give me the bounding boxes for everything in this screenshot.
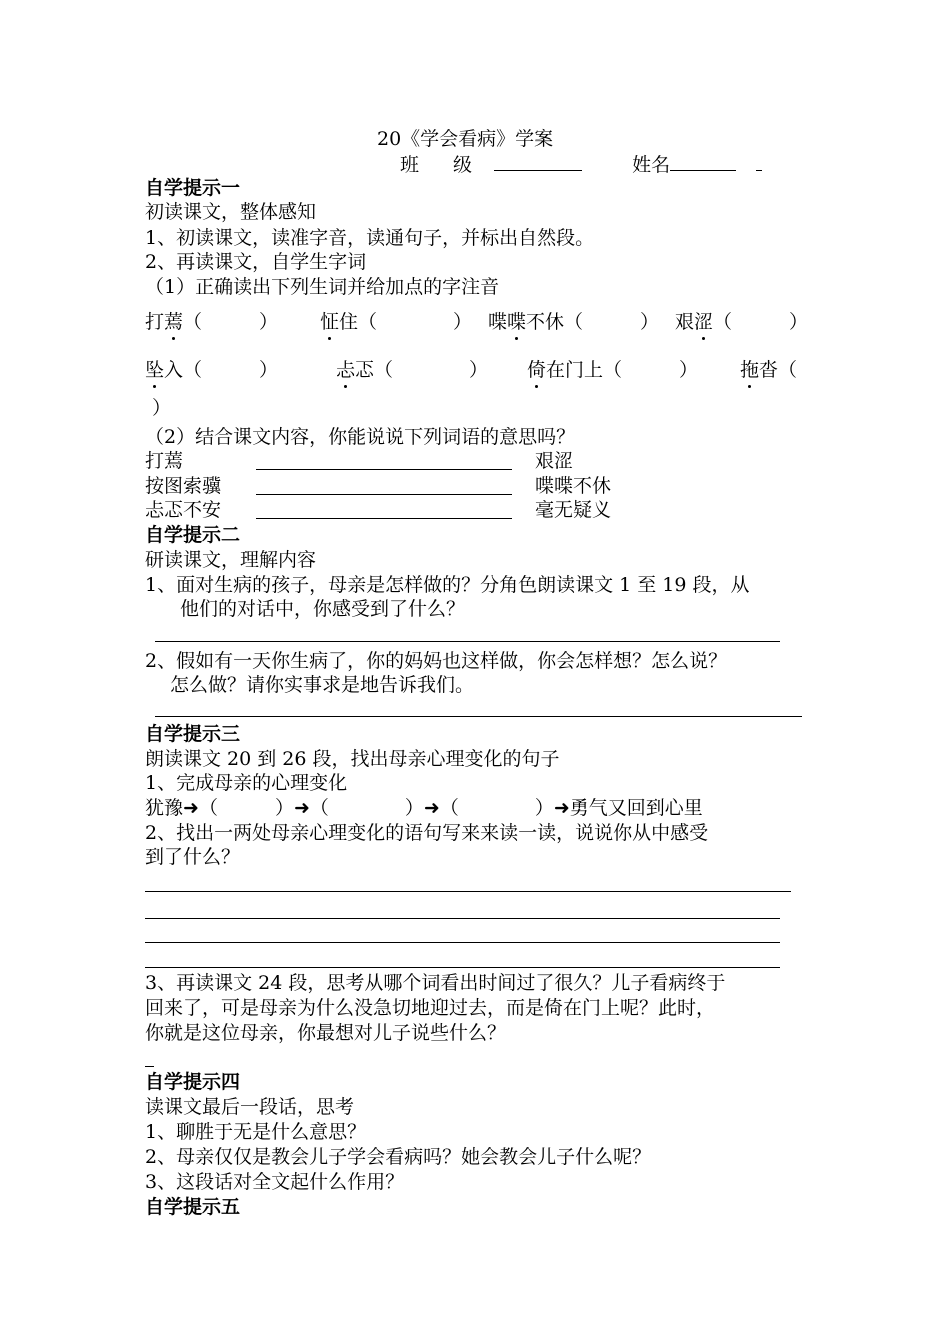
section-2-question-1-cont: 他们的对话中，你感受到了什么？ [180,598,466,620]
section-4-question-1: 1、聊胜于无是什么意思？ [145,1121,367,1143]
pinyin-blank[interactable]: （ ） [564,311,660,333]
pinyin-wrap: ） [152,397,172,419]
pinyin-blank[interactable]: （ ） [374,359,489,381]
chain-blank[interactable]: （ ） [198,797,294,819]
section-4-heading: 自学提示四 [145,1071,241,1093]
answer-line[interactable] [145,918,780,919]
pinyin-item: 忐忑（ ） [336,359,489,381]
pinyin-blank[interactable]: （ ） [603,359,699,381]
section-3-question-3: 3、再读课文 24 段，思考从哪个词看出时间过了很久？儿子看病终于 [145,972,726,994]
student-info-line [400,152,762,177]
pinyin-blank[interactable]: （ ） [713,311,809,333]
page-title: 20《学会看病》学案 [377,128,554,150]
pinyin-item: 打蔫（ ） [145,311,279,333]
pinyin-blank[interactable]: （ ） [183,359,279,381]
pinyin-item: 喋喋不休（ ） [488,311,660,333]
pinyin-blank[interactable]: （ ） [183,311,279,333]
chain-blank[interactable]: （ ） [439,797,554,819]
section-1-subtitle: 初读课文，整体感知 [145,201,317,223]
section-2-question-2: 2、假如有一天你生病了，你的妈妈也这样做，你会怎样想？怎么说？ [145,650,728,672]
chain-blank[interactable]: （ ） [309,797,424,819]
answer-line[interactable] [256,469,512,470]
pinyin-item: 艰涩（ ） [675,311,809,333]
arrow-icon: ➜ [293,797,310,819]
pinyin-item: 怔住（ ） [320,311,473,333]
pinyin-item: 拖沓（ [740,359,798,381]
answer-line[interactable] [256,518,512,519]
name-label: 姓名 [632,154,671,176]
answer-line[interactable] [155,641,780,642]
section-3-question-3-cont: 回来了，可是母亲为什么没急切地迎过去，而是倚在门上呢？此时， [145,997,716,1019]
section-2-subtitle: 研读课文，理解内容 [145,549,317,571]
chain-start: 犹豫 [145,797,184,819]
section-2-question-1: 1、面对生病的孩子，母亲是怎样做的？分角色朗读课文 1 至 19 段，从 [145,574,750,596]
vocab-term: 打蔫 [145,450,184,472]
pinyin-blank[interactable]: （ [778,359,798,381]
section-1-part-1: （1）正确读出下列生词并给加点的字注音 [145,276,500,298]
answer-line[interactable] [145,891,791,892]
section-1-question-2: 2、再读课文，自学生字词 [145,251,367,273]
section-3-question-2: 2、找出一两处母亲心理变化的语句写来来读一读，说说你从中感受 [145,822,709,844]
pinyin-item: 坠入（ ） [145,359,279,381]
section-4-subtitle: 读课文最后一段话，思考 [145,1096,355,1118]
section-3-question-3-cont: 你就是这位母亲，你最想对儿子说些什么？ [145,1022,507,1044]
vocab-term: 喋喋不休 [535,475,612,497]
section-3-question-2-cont: 到了什么？ [145,846,241,868]
pinyin-blank[interactable]: （ ） [358,311,473,333]
section-1-part-2: （2）结合课文内容，你能说说下列词语的意思吗？ [145,426,576,448]
arrow-icon: ➜ [183,797,199,819]
name-field[interactable] [670,152,736,171]
pinyin-item: 倚在门上（ ） [527,359,699,381]
section-3-subtitle: 朗读课文 20 到 26 段，找出母亲心理变化的句子 [145,748,560,770]
vocab-term: 按图索骥 [145,475,222,497]
section-4-question-3: 3、这段话对全文起什么作用？ [145,1171,405,1193]
vocab-term: 忐忑不安 [145,499,222,521]
arrow-icon: ➜ [553,797,570,819]
section-5-heading: 自学提示五 [145,1196,241,1218]
arrow-icon: ➜ [423,797,440,819]
vocab-term: 毫无疑义 [535,499,612,521]
answer-line[interactable] [145,967,780,968]
section-3-question-1: 1、完成母亲的心理变化 [145,772,348,794]
answer-line[interactable] [145,942,780,943]
section-1-question-1: 1、初读课文，读准字音，读通句子，并标出自然段。 [145,227,595,249]
chain-end: 勇气又回到心里 [569,797,703,819]
answer-line[interactable] [155,716,802,717]
vocab-term: 艰涩 [535,450,574,472]
section-4-question-2: 2、母亲仅仅是教会儿子学会看病吗？她会教会儿子什么呢？ [145,1146,652,1168]
section-2-question-2-cont: 怎么做？请你实事求是地告诉我们。 [170,674,475,696]
emotion-chain [145,796,703,820]
section-1-heading: 自学提示一 [145,177,241,199]
section-3-heading: 自学提示三 [145,723,241,745]
section-2-heading: 自学提示二 [145,524,241,546]
class-label: 班 级 [400,154,487,176]
answer-line[interactable] [256,494,512,495]
name-field-tail [756,152,762,171]
class-field[interactable] [494,152,582,171]
short-mark [145,1066,154,1067]
